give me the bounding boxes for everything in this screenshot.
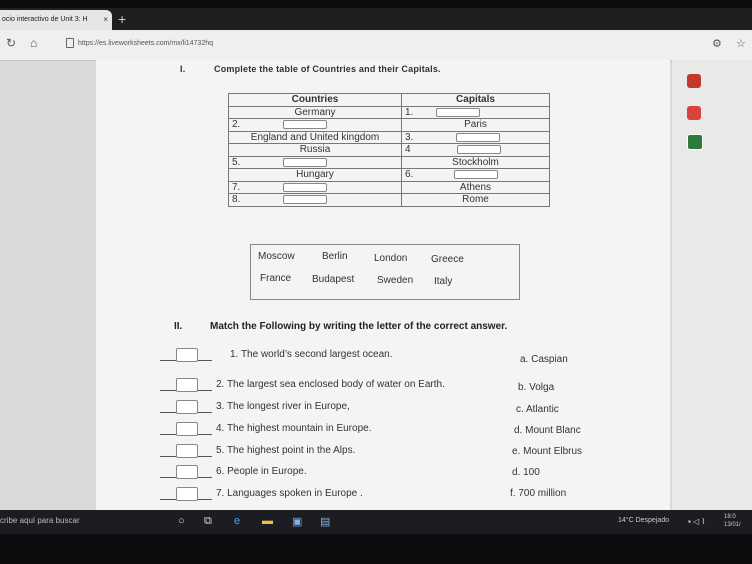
- answer-option: c. Atlantic: [516, 404, 559, 415]
- taskbar-search[interactable]: cribe aquí para buscar: [0, 516, 80, 525]
- country-cell: [229, 119, 402, 132]
- section2-number: II.: [174, 321, 183, 332]
- read-aloud-icon[interactable]: ⚙: [712, 38, 722, 50]
- question-text: 5. The highest point in the Alps.: [216, 445, 356, 456]
- answer-option: e. Mount Elbrus: [512, 446, 583, 457]
- row-number: 5.: [232, 156, 241, 168]
- word-bank-item: France: [260, 273, 292, 284]
- row-number: 2.: [232, 119, 241, 131]
- section1-number: I.: [180, 64, 186, 74]
- answer-input[interactable]: [283, 195, 327, 204]
- country-cell: Hungary: [229, 169, 402, 182]
- capital-cell: [402, 131, 550, 144]
- country-cell: England and United kingdom: [229, 131, 402, 144]
- answer-input[interactable]: [176, 422, 198, 436]
- answer-option: d. Mount Blanc: [514, 425, 581, 436]
- answer-option: f. 700 million: [510, 488, 567, 499]
- match-question: [160, 487, 500, 501]
- capital-cell: [402, 144, 550, 157]
- answer-option: b. Volga: [518, 382, 555, 393]
- address-bar: [0, 30, 752, 61]
- question-text: 3. The longest river in Europe,: [216, 401, 350, 412]
- country-cell: [229, 181, 402, 194]
- answer-option: d. 100: [512, 467, 540, 478]
- country-cell: Russia: [229, 144, 402, 157]
- word-bank-item: London: [374, 253, 408, 264]
- pin-tool-icon[interactable]: [687, 74, 701, 88]
- row-number: 4: [405, 144, 411, 156]
- header-capitals: Capitals: [402, 94, 550, 107]
- answer-input[interactable]: [436, 108, 480, 117]
- clock-time: 18:0: [724, 514, 736, 520]
- answer-input[interactable]: [176, 487, 198, 501]
- answer-input[interactable]: [176, 348, 198, 362]
- country-cell: [229, 194, 402, 207]
- section2-title: Match the Following by writing the letter of the correct answer.: [210, 321, 508, 332]
- word-bank-item: Sweden: [377, 275, 414, 286]
- tray-icons[interactable]: ▪ ◁ ⌇: [688, 517, 706, 526]
- close-icon[interactable]: ×: [103, 15, 108, 24]
- question-text: 6. People in Europe.: [216, 466, 307, 477]
- word-bank-item: Greece: [431, 254, 464, 265]
- clock-date: 13/01/: [724, 522, 741, 528]
- word-bank-item: Berlin: [322, 251, 348, 262]
- word-bank-item: Budapest: [312, 274, 355, 285]
- question-text: 2. The largest sea enclosed body of water on Earth.: [216, 379, 445, 390]
- answer-input[interactable]: [457, 145, 501, 154]
- mail-icon[interactable]: ▤: [320, 516, 331, 528]
- match-question: [160, 378, 500, 392]
- match-question: [160, 422, 500, 436]
- cortana-icon[interactable]: ○: [178, 515, 185, 527]
- match-question: [160, 400, 500, 414]
- taskbar: [0, 510, 752, 534]
- weather-widget[interactable]: 14°C Despejado: [618, 517, 670, 524]
- match-question: [160, 348, 500, 362]
- tab-title: ocio interactivo de Unit 3: H: [2, 16, 88, 23]
- capitals-table: [228, 93, 550, 207]
- answer-input[interactable]: [176, 444, 198, 458]
- capital-cell: Paris: [402, 119, 550, 132]
- answer-input[interactable]: [283, 158, 327, 167]
- capital-cell: Rome: [402, 194, 550, 207]
- match-question: [160, 444, 500, 458]
- store-icon[interactable]: ▣: [292, 516, 303, 528]
- edge-icon[interactable]: e: [234, 515, 241, 527]
- keyboard-tool-icon[interactable]: [687, 134, 703, 150]
- row-number: 8.: [232, 194, 241, 206]
- answer-option: a. Caspian: [520, 354, 568, 365]
- row-number: 7.: [232, 181, 241, 193]
- country-cell: [229, 156, 402, 169]
- answer-input[interactable]: [454, 170, 498, 179]
- eraser-tool-icon[interactable]: [687, 106, 701, 120]
- browser-window: [0, 8, 752, 528]
- answer-input[interactable]: [283, 183, 327, 192]
- question-text: 4. The highest mountain in Europe.: [216, 423, 372, 434]
- reload-icon[interactable]: ↻: [6, 36, 17, 50]
- question-text: 7. Languages spoken in Europe .: [216, 488, 363, 499]
- clock[interactable]: [724, 513, 741, 529]
- lock-icon: [66, 38, 74, 48]
- answer-input[interactable]: [456, 133, 500, 142]
- country-cell: Germany: [229, 106, 402, 119]
- answer-input[interactable]: [283, 120, 327, 129]
- tab-bar: [0, 8, 752, 30]
- home-icon[interactable]: ⌂: [30, 36, 38, 50]
- url-field[interactable]: https://es.liveworksheets.com/mx/li14732hq: [78, 40, 214, 47]
- word-bank-item: Italy: [434, 276, 453, 287]
- section1-title: Complete the table of Countries and their Capitals.: [214, 64, 441, 74]
- row-number: 6.: [405, 169, 414, 181]
- answer-input[interactable]: [176, 378, 198, 392]
- question-text: 1. The world’s second largest ocean.: [230, 349, 393, 360]
- capital-cell: Stockholm: [402, 156, 550, 169]
- answer-input[interactable]: [176, 465, 198, 479]
- browser-tab[interactable]: [0, 10, 112, 30]
- row-number: 3.: [405, 131, 414, 143]
- capital-cell: [402, 169, 550, 182]
- answer-input[interactable]: [176, 400, 198, 414]
- capital-cell: Athens: [402, 181, 550, 194]
- new-tab-button[interactable]: +: [118, 11, 127, 27]
- header-countries: Countries: [229, 94, 402, 107]
- file-explorer-icon[interactable]: ▬: [262, 515, 273, 527]
- capital-cell: [402, 106, 550, 119]
- favorites-icon[interactable]: ☆: [736, 38, 746, 50]
- page-side-panel: [672, 60, 752, 523]
- task-view-icon[interactable]: ⧉: [204, 515, 212, 527]
- capital-number: 1.: [405, 106, 414, 118]
- word-bank-item: Moscow: [258, 251, 295, 262]
- match-question: [160, 465, 500, 479]
